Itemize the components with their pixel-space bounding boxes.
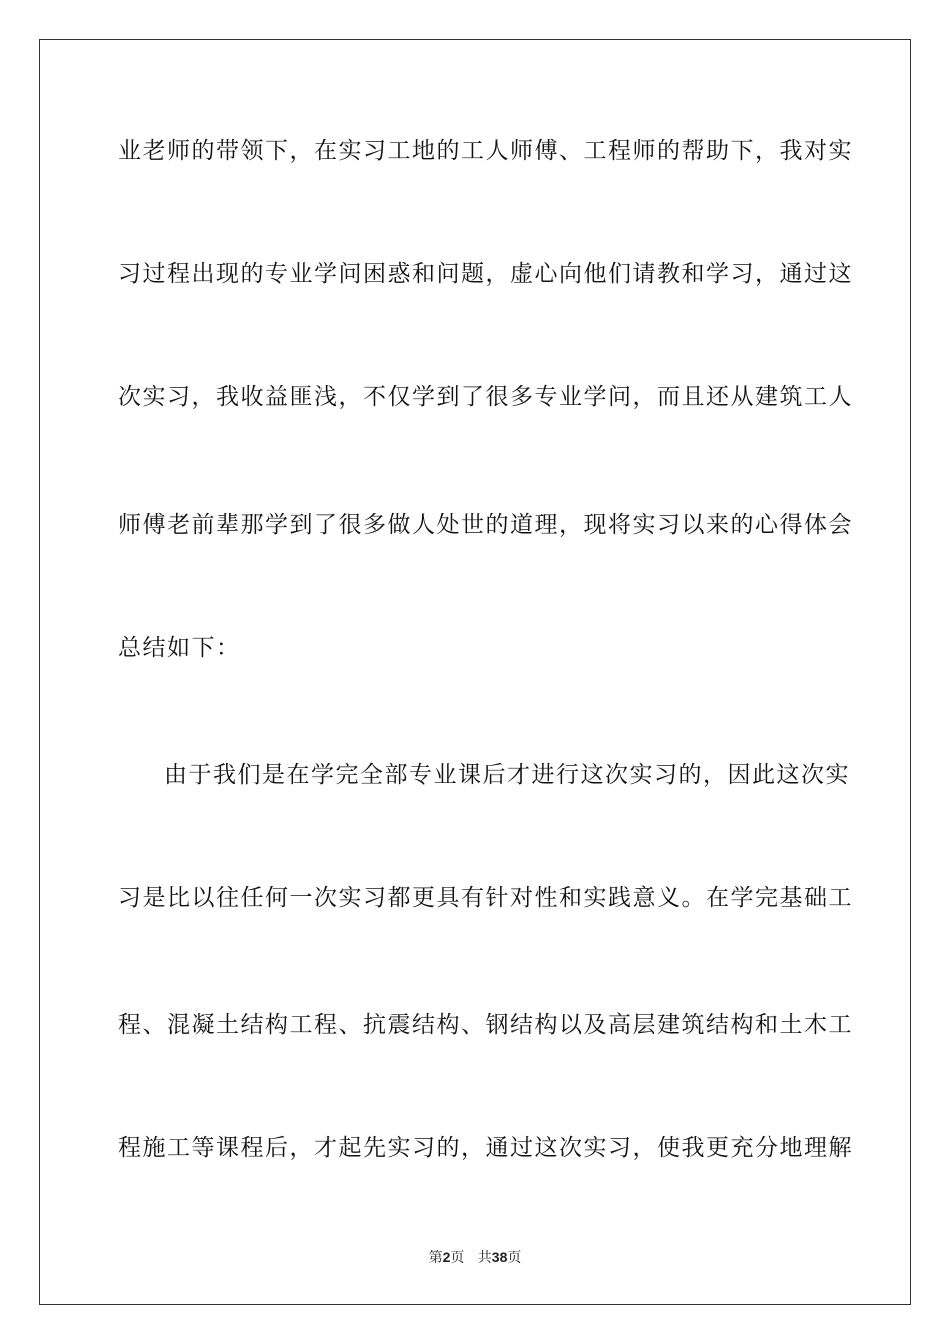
page-footer [0, 1247, 950, 1268]
body-text-line-9: 程施工等课程后，才起先实习的，通过这次实习，使我更充分地理解 [118, 1135, 853, 1161]
body-text-line-8: 程、混凝土结构工程、抗震结构、钢结构以及高层建筑结构和土木工 [118, 1012, 853, 1038]
page-prefix: 第 [428, 1250, 443, 1266]
page-number: 2 [442, 1249, 451, 1265]
body-text-line-1: 业老师的带领下，在实习工地的工人师傅、工程师的帮助下，我对实 [118, 138, 853, 164]
paragraph-start-line: 由于我们是在学完全部专业课后才进行这次实习的，因此这次实 [164, 762, 850, 788]
page-suffix: 页 [450, 1250, 465, 1266]
total-suffix: 页 [507, 1250, 522, 1266]
body-text-line-3: 次实习，我收益匪浅，不仅学到了很多专业学问，而且还从建筑工人 [118, 384, 853, 410]
body-text-line-7: 习是比以往任何一次实习都更具有针对性和实践意义。在学完基础工 [118, 885, 853, 911]
page-border [39, 39, 911, 1305]
body-text-line-4: 师傅老前辈那学到了很多做人处世的道理，现将实习以来的心得体会 [118, 512, 853, 538]
total-pages: 38 [491, 1249, 508, 1265]
total-prefix: 共 [477, 1250, 492, 1266]
body-text-line-2: 习过程出现的专业学问困惑和问题，虚心向他们请教和学习，通过这 [118, 261, 853, 287]
body-text-line-5: 总结如下： [118, 635, 241, 661]
